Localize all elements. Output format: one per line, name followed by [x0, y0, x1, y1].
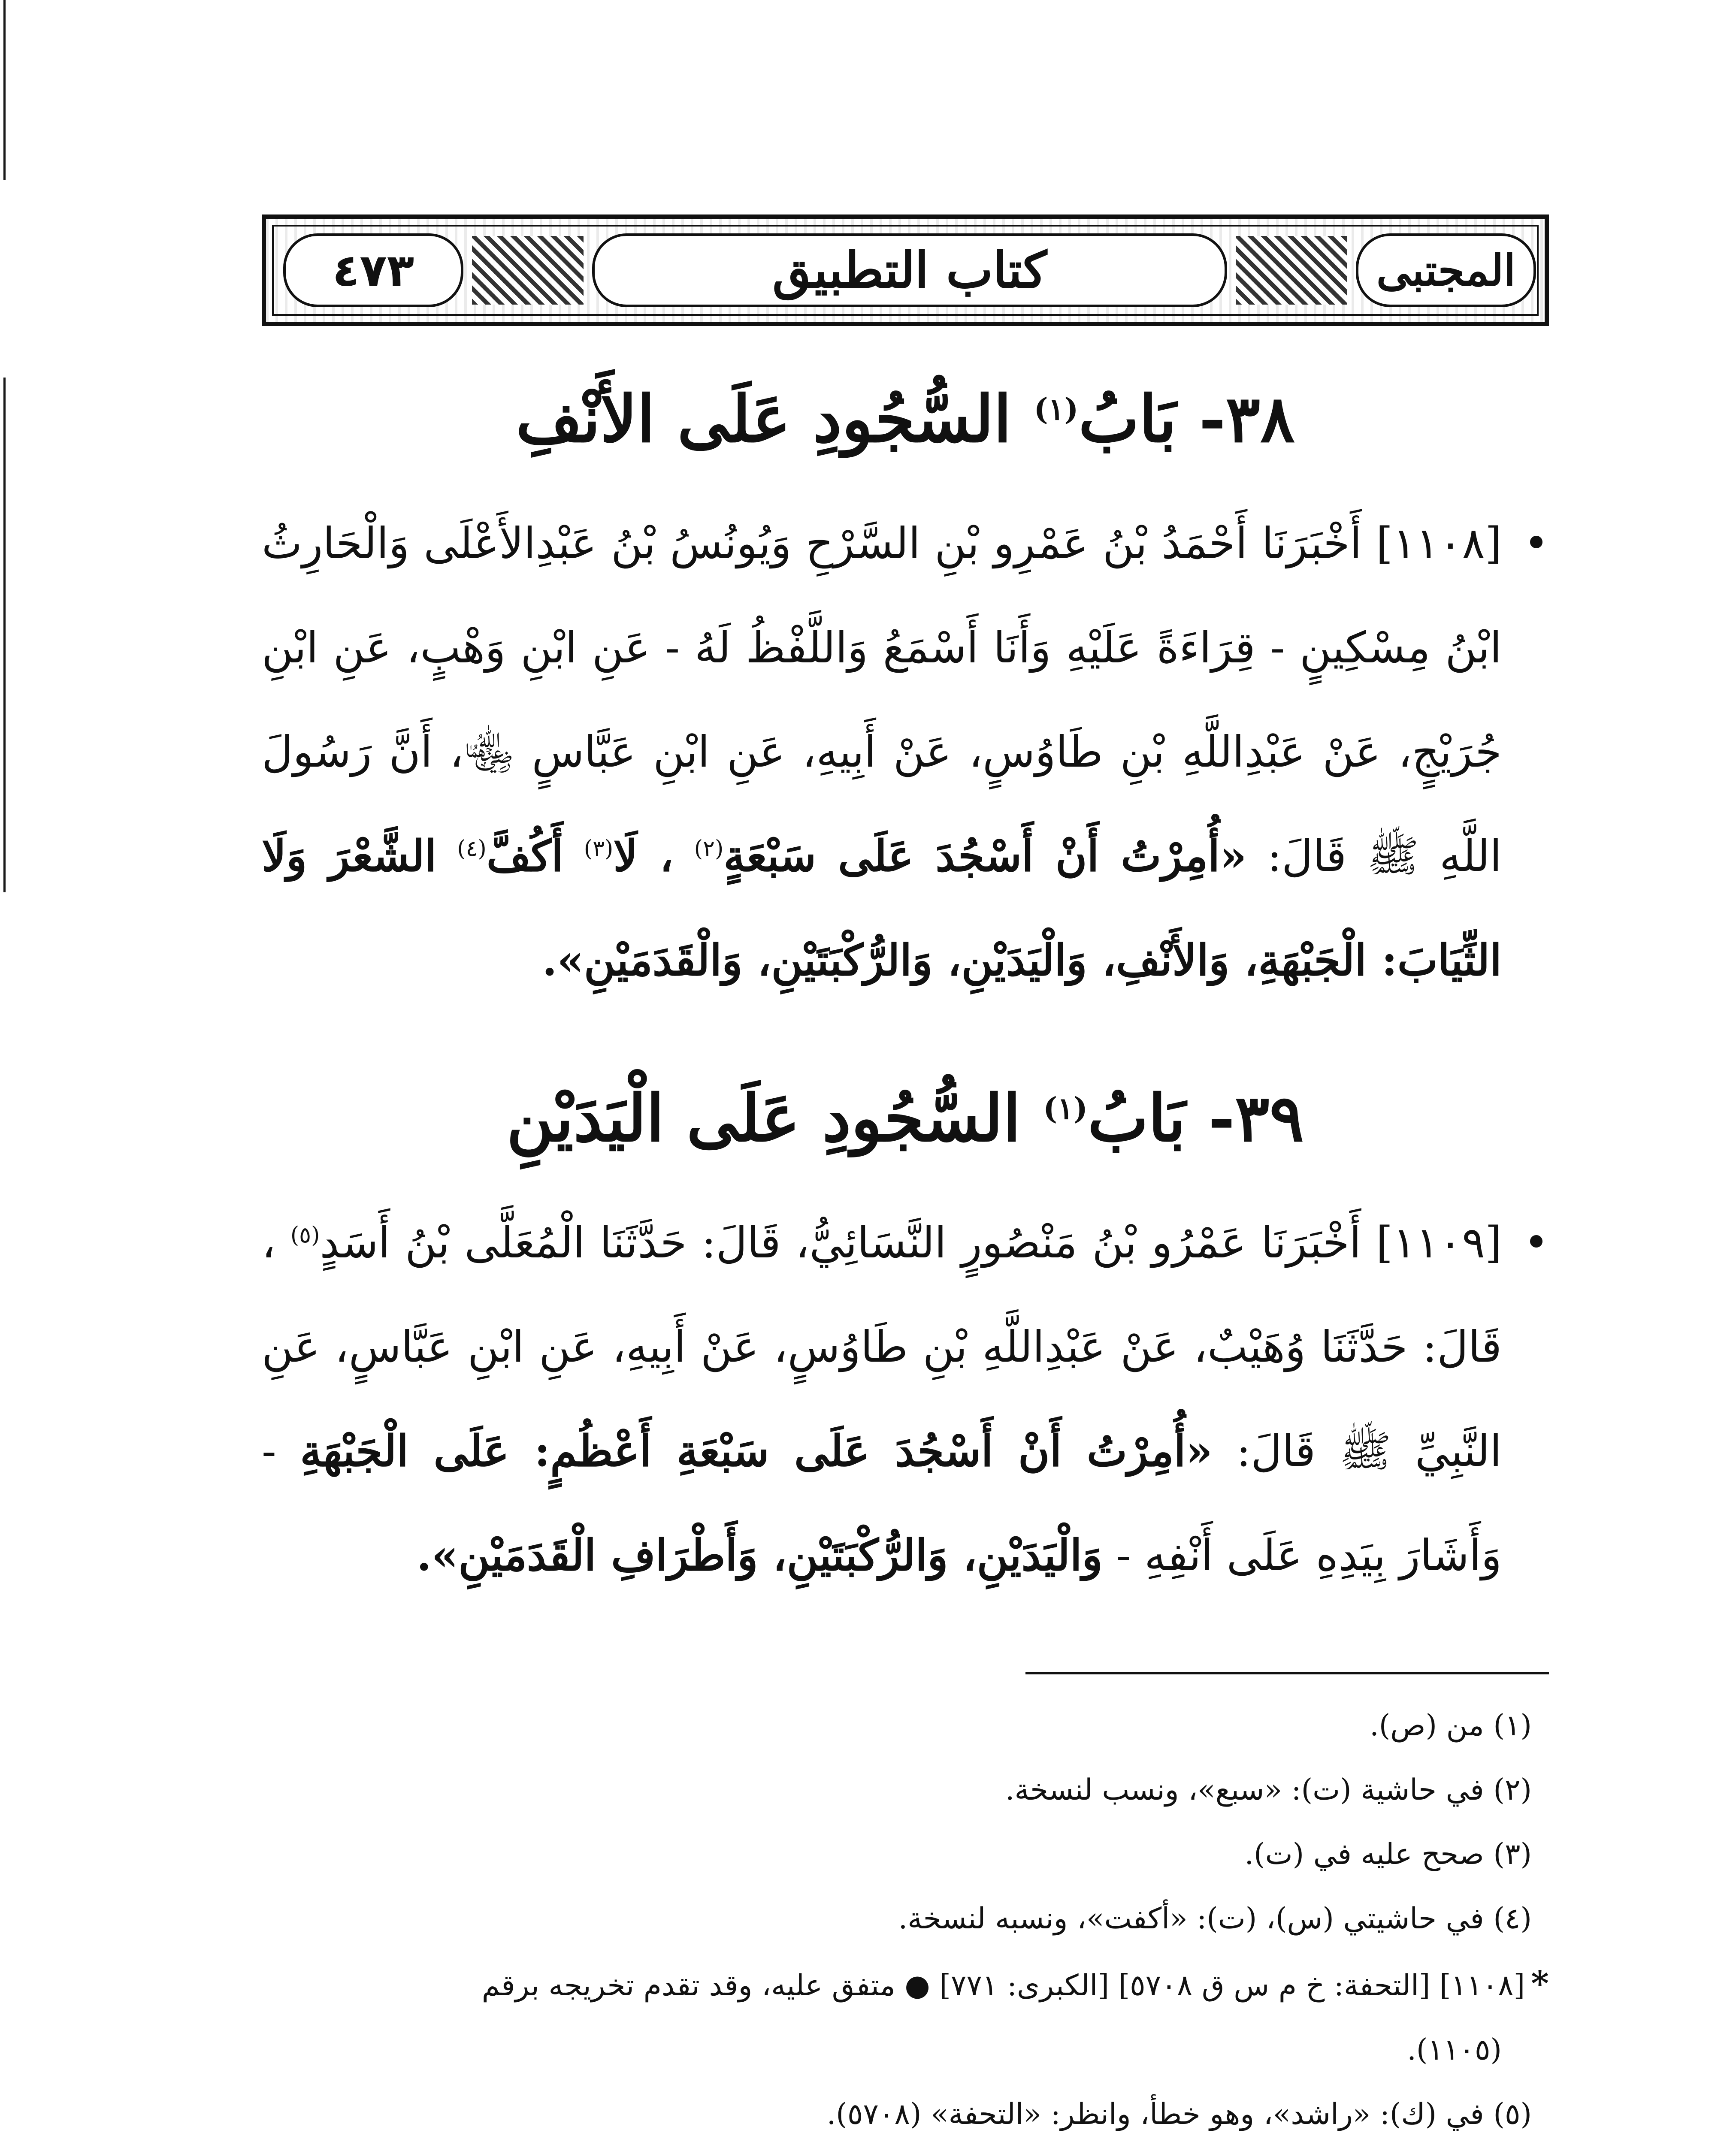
hadith-matn: «أُمِرْتُ أَنْ أَسْجُدَ عَلَى سَبْعَةِ أَعْظُمٍ: عَلَى الْجَبْهَةِ — [300, 1426, 1213, 1476]
footnote-mark: (٤) — [457, 836, 487, 862]
footnote-mark: (١) — [1043, 1091, 1088, 1126]
takhrij-star: * — [1531, 1963, 1549, 2003]
chapter-heading-38 — [262, 378, 1549, 461]
takhrij-1108 — [262, 1951, 1549, 2082]
hadith-isnad: أَخْبَرَنَا عَمْرُو بْنُ مَنْصُورٍ النَّسَائِيُّ، قَالَ: حَدَّثَنَا الْمُعَلَّى بْنُ أَسَدٍ — [320, 1218, 1361, 1268]
hadith-matn: أَكُفَّ — [486, 831, 563, 881]
hadith-bullet: • — [1524, 1218, 1549, 1268]
chapter-label: ٣٨- بَابُ — [1078, 381, 1295, 457]
hadith-number: [١١٠٩] — [1376, 1218, 1502, 1268]
page-number-cartouche — [283, 233, 463, 307]
footnote-mark: (٢) — [694, 836, 724, 862]
scan-margin-line-mid — [3, 378, 6, 892]
hadith-aside: - وَأَشَارَ بِيَدِهِ عَلَى أَنْفِهِ - — [262, 1426, 1502, 1580]
book-title: كتاب التطبيق — [772, 241, 1047, 299]
chapter-heading-39 — [262, 1077, 1549, 1160]
hadith-matn: «أُمِرْتُ أَنْ أَسْجُدَ عَلَى سَبْعَةٍ — [723, 831, 1247, 881]
hadith-bullet: • — [1524, 518, 1549, 568]
hadith-matn: وَالْيَدَيْنِ، وَالرُّكْبَتَيْنِ، وَأَطْرَافِ الْقَدَمَيْنِ». — [416, 1530, 1103, 1580]
book-title-cartouche — [592, 233, 1227, 307]
footnote-5: (٥) في (ك): «راشد»، وهو خطأ، وانظر: «التحفة» (٥٧٠٨). — [826, 2097, 1532, 2131]
footnote-1: (١) من (ص). — [1370, 1709, 1532, 1743]
footnote-divider — [1025, 1672, 1549, 1674]
takhrij-text: [١١٠٨] [التحفة: خ م س ق ٥٧٠٨] [الكبرى: ٧٧١] ● متفق عليه، وقد تقدم تخريجه برقم — [481, 1969, 1525, 2003]
footnote-mark: (٣) — [584, 836, 614, 862]
header-ornament-left — [472, 236, 584, 305]
hadith-matn: الشَّعْرَ وَلَا الثِّيَابَ: الْجَبْهَةِ، وَالأَنْفِ، وَالْيَدَيْنِ، وَالرُّكْبَتَيْنِ، وَالْقَدَمَيْنِ». — [262, 831, 1502, 985]
hadith-1108 — [262, 491, 1549, 1012]
page-number: ٤٧٣ — [332, 244, 414, 296]
footnote-4: (٤) في حاشيتي (س)، (ت): «أكفت»، ونسبه لنسخة. — [898, 1902, 1532, 1936]
footnote-mark: (٥) — [290, 1222, 320, 1248]
chapter-title: السُّجُودِ عَلَى الأَنْفِ — [516, 381, 1012, 457]
header-ornament-right — [1236, 236, 1347, 305]
footnote-2: (٢) في حاشية (ت): «سبع»، ونسب لنسخة. — [1005, 1773, 1532, 1807]
footnote-3: (٣) صحح عليه في (ت). — [1244, 1837, 1532, 1871]
footnotes — [262, 1694, 1549, 2145]
chapter-label: ٣٩- بَابُ — [1088, 1081, 1304, 1156]
hadith-isnad: أَخْبَرَنَا أَحْمَدُ بْنُ عَمْرِو بْنِ السَّرْحِ وَيُونُسُ بْنُ عَبْدِالأَعْلَى وَالْحَارِثُ ابْنُ مِسْكِينٍ - قِرَاءَةً عَلَيْهِ وَأَنَا أَسْمَعُ وَاللَّفْظُ لَهُ - عَنِ ابْنِ وَهْبٍ، عَنِ ابْنِ جُرَيْجٍ، عَنْ عَبْدِاللَّهِ بْنِ طَاوُسٍ، عَنْ أَبِيهِ، عَنِ ابْنِ عَبَّاسٍ ﵄، أَنَّ رَسُولَ اللَّهِ ﷺ قَالَ: — [262, 518, 1502, 881]
series-title-cartouche — [1356, 233, 1536, 307]
takhrij-continuation: (١١٠٥). — [1407, 2033, 1502, 2067]
series-title: المجتبى — [1376, 245, 1516, 296]
hadith-isnad: ، قَالَ: حَدَّثَنَا وُهَيْبٌ، عَنْ عَبْدِاللَّهِ بْنِ طَاوُسٍ، عَنْ أَبِيهِ، عَنِ ابْنِ عَبَّاسٍ، عَنِ النَّبِيِّ ﷺ قَالَ: — [262, 1218, 1502, 1476]
page-header — [262, 214, 1549, 326]
page — [262, 214, 1549, 2145]
hadith-matn: ، لَا — [613, 831, 674, 881]
footnote-mark: (١) — [1034, 391, 1079, 427]
hadith-1109 — [262, 1190, 1549, 1607]
chapter-title: السُّجُودِ عَلَى الْيَدَيْنِ — [506, 1081, 1021, 1156]
hadith-number: [١١٠٨] — [1376, 518, 1502, 568]
scan-margin-line-top — [3, 0, 6, 180]
